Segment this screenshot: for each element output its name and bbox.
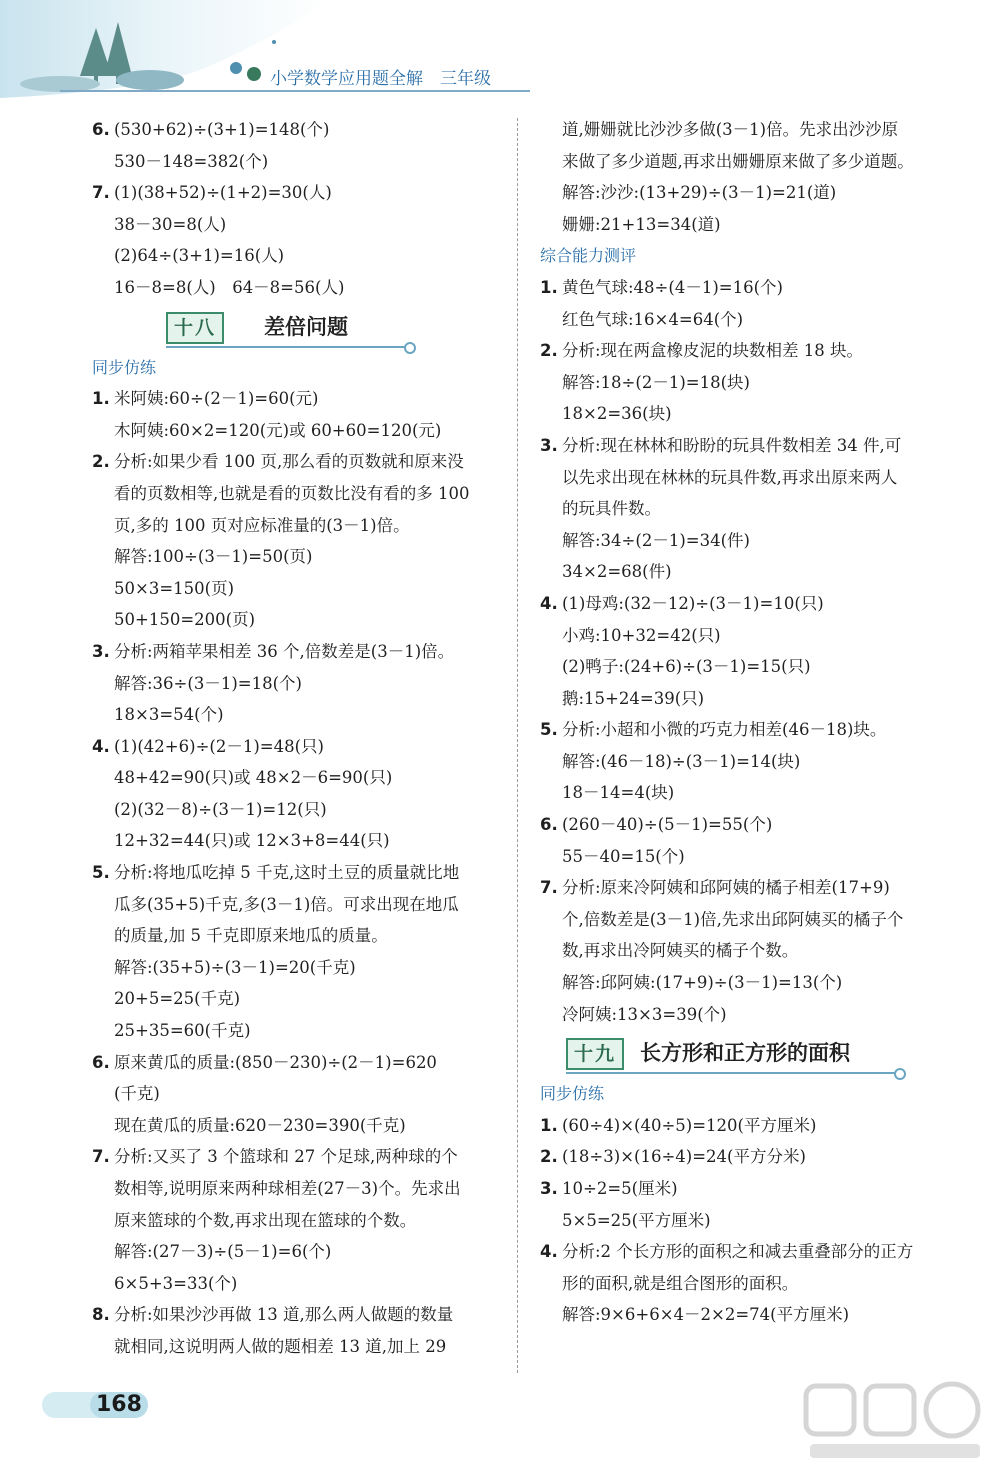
answer-line: 形的面积,就是组合图形的面积。 [562, 1273, 799, 1293]
answer-line: 2. (18÷3)×(16÷4)=24(平方分米) [540, 1147, 806, 1167]
answer-line: 18－14=4(块) [562, 783, 675, 803]
answer-line: 现在黄瓜的质量:620－230=390(千克) [114, 1115, 406, 1135]
book-title: 小学数学应用题全解 三年级 [270, 69, 491, 89]
answer-line: 3. 10÷2=5(厘米) [540, 1179, 678, 1198]
answer-line: 的质量,加 5 千克即原来地瓜的质量。 [114, 926, 388, 946]
answer-line: 12+32=44(只)或 12×3+8=44(只) [114, 831, 390, 851]
answer-line: 解答:(46－18)÷(3－1)=14(块) [562, 751, 801, 771]
answer-line: 看的页数相等,也就是看的页数比没有看的多 100 [114, 483, 470, 503]
answer-line: 4. 分析:2 个长方形的面积之和减去重叠部分的正方 [540, 1242, 914, 1262]
answer-line: 50×3=150(页) [114, 578, 235, 598]
answer-line: 2. 分析:如果少看 100 页,那么看的页数就和原来没 [92, 452, 464, 472]
answer-line: 红色气球:16×4=64(个) [562, 309, 744, 329]
section-number-badge: 十八 [166, 312, 224, 344]
answer-line: (2)(32－8)÷(3－1)=12(只) [114, 799, 327, 819]
answer-line: 25+35=60(千克) [114, 1021, 251, 1041]
answer-line: 原来篮球的个数,再求出现在篮球的个数。 [114, 1210, 417, 1230]
answer-line: (2)64÷(3+1)=16(人) [114, 246, 285, 266]
answer-line: (2)鸭子:(24+6)÷(3－1)=15(只) [562, 657, 811, 677]
section-number-badge: 十九 [566, 1038, 624, 1070]
answer-line: 1. 米阿姨:60÷(2－1)=60(元) [92, 389, 319, 409]
answer-line: 6×5+3=33(个) [114, 1273, 238, 1293]
answer-line: 55－40=15(个) [562, 846, 685, 866]
answer-line: 小鸡:10+32=42(只) [562, 625, 721, 645]
answer-line: 数,再求出冷阿姨买的橘子个数。 [562, 941, 799, 961]
answer-line: 冷阿姨:13×3=39(个) [562, 1004, 727, 1024]
right-top-block [540, 114, 952, 240]
section-heading-19 [540, 1030, 952, 1078]
dot-icon [247, 67, 261, 81]
answer-line: 1. 黄色气球:48÷(4－1)=16(个) [540, 277, 783, 297]
answer-line: 姗姗:21+13=34(道) [562, 214, 721, 234]
page-number: 168 [96, 1392, 142, 1417]
subheading: 同步仿练 [540, 1084, 605, 1104]
answer-line: 18×3=54(个) [114, 705, 224, 725]
answer-line: 解答:(35+5)÷(3－1)=20(千克) [114, 957, 356, 977]
header-decoration [0, 0, 1000, 104]
answer-line: 3. 分析:现在林林和盼盼的玩具件数相差 34 件,可 [540, 435, 902, 455]
answer-line: 以先求出现在林林的玩具件数,再求出原来两人 [562, 467, 898, 487]
subheading: 综合能力测评 [540, 246, 637, 266]
answer-line: 48+42=90(只)或 48×2－6=90(只) [114, 768, 393, 788]
answer-line: 50+150=200(页) [114, 610, 256, 630]
answer-line: 16－8=8(人) 64－8=56(人) [114, 277, 345, 297]
answer-line: 解答:邱阿姨:(17+9)÷(3－1)=13(个) [562, 973, 843, 993]
answer-line: 6. (260－40)÷(5－1)=55(个) [540, 815, 773, 835]
answer-line: 5. 分析:将地瓜吃掉 5 千克,这时土豆的质量就比地 [92, 863, 460, 883]
answer-line: 2. 分析:现在两盒橡皮泥的块数相差 18 块。 [540, 341, 864, 361]
answer-line: 的玩具件数。 [562, 499, 661, 519]
answer-line: 解答:100÷(3－1)=50(页) [114, 547, 313, 567]
answer-line: 解答:9×6+6×4－2×2=74(平方厘米) [562, 1305, 850, 1325]
left-column [92, 114, 504, 1363]
answer-line: 8. 分析:如果沙沙再做 13 道,那么两人做题的数量 [92, 1305, 454, 1325]
right-column [540, 114, 952, 1331]
section-heading-18 [92, 304, 504, 352]
answer-line: 数相等,说明原来两种球相差(27－3)个。先求出 [114, 1179, 461, 1198]
answer-line: 解答:36÷(3－1)=18(个) [114, 673, 302, 693]
answer-line: 页,多的 100 页对应标准量的(3－1)倍。 [114, 515, 410, 535]
answer-line: 道,姗姗就比沙沙多做(3－1)倍。先求出沙沙原 [562, 120, 899, 139]
answer-line: 1. (60÷4)×(40÷5)=120(平方厘米) [540, 1115, 817, 1135]
left-answers [92, 383, 504, 1362]
answer-line: 瓜多(35+5)千克,多(3－1)倍。可求出现在地瓜 [114, 894, 459, 914]
answer-line: 6. 原来黄瓜的质量:(850－230)÷(2－1)=620 [92, 1052, 437, 1072]
answer-line: 7. (1)(38+52)÷(1+2)=30(人) [92, 183, 332, 203]
answer-line: 530－148=382(个) [114, 151, 269, 171]
left-top-block [92, 114, 504, 304]
header-rule [60, 90, 530, 92]
answer-line: 解答:(27－3)÷(5－1)=6(个) [114, 1242, 332, 1262]
answer-line: 解答:34÷(2－1)=34(件) [562, 530, 750, 550]
answer-line: 6. (530+62)÷(3+1)=148(个) [92, 120, 330, 139]
section-title: 长方形和正方形的面积 [640, 1040, 850, 1066]
answer-line: 鹅:15+24=39(只) [562, 688, 705, 708]
right-answers-1 [540, 272, 952, 1030]
section-title: 差倍问题 [264, 313, 348, 339]
answer-line: 个,倍数差是(3－1)倍,先求出邱阿姨买的橘子个 [562, 909, 904, 929]
page-header [0, 0, 1000, 104]
answer-line: 木阿姨:60×2=120(元)或 60+60=120(元) [114, 420, 442, 440]
answer-line: 18×2=36(块) [562, 404, 672, 424]
answer-line: (千克) [114, 1084, 160, 1104]
answer-line: 解答:18÷(2－1)=18(块) [562, 372, 750, 392]
section-rule [566, 1072, 896, 1074]
section-dot-icon [404, 342, 416, 354]
section-rule [166, 346, 406, 348]
answer-line: 5×5=25(平方厘米) [562, 1210, 711, 1230]
subheading: 同步仿练 [92, 357, 157, 377]
answer-line: 3. 分析:两箱苹果相差 36 个,倍数差是(3－1)倍。 [92, 641, 455, 661]
answer-line: 就相同,这说明两人做的题相差 13 道,加上 29 [114, 1336, 447, 1356]
answer-line: 7. 分析:又买了 3 个篮球和 27 个足球,两种球的个 [92, 1147, 458, 1167]
answer-line: 20+5=25(千克) [114, 989, 241, 1009]
dot-icon [230, 62, 242, 74]
answer-line: 38－30=8(人) [114, 214, 227, 234]
answer-line: 来做了多少道题,再求出姗姗原来做了多少道题。 [562, 151, 914, 171]
right-answers-2 [540, 1110, 952, 1331]
answer-line: 4. (1)母鸡:(32－12)÷(3－1)=10(只) [540, 593, 824, 613]
answer-line: 34×2=68(件) [562, 562, 672, 582]
answer-line: 4. (1)(42+6)÷(2－1)=48(只) [92, 736, 324, 756]
answer-line: 解答:沙沙:(13+29)÷(3－1)=21(道) [562, 183, 837, 203]
column-divider [517, 118, 518, 1373]
answer-line: 7. 分析:原来冷阿姨和邱阿姨的橘子相差(17+9) [540, 878, 890, 898]
answer-line: 5. 分析:小超和小微的巧克力相差(46－18)块。 [540, 720, 887, 740]
watermark-logo [800, 1378, 990, 1464]
